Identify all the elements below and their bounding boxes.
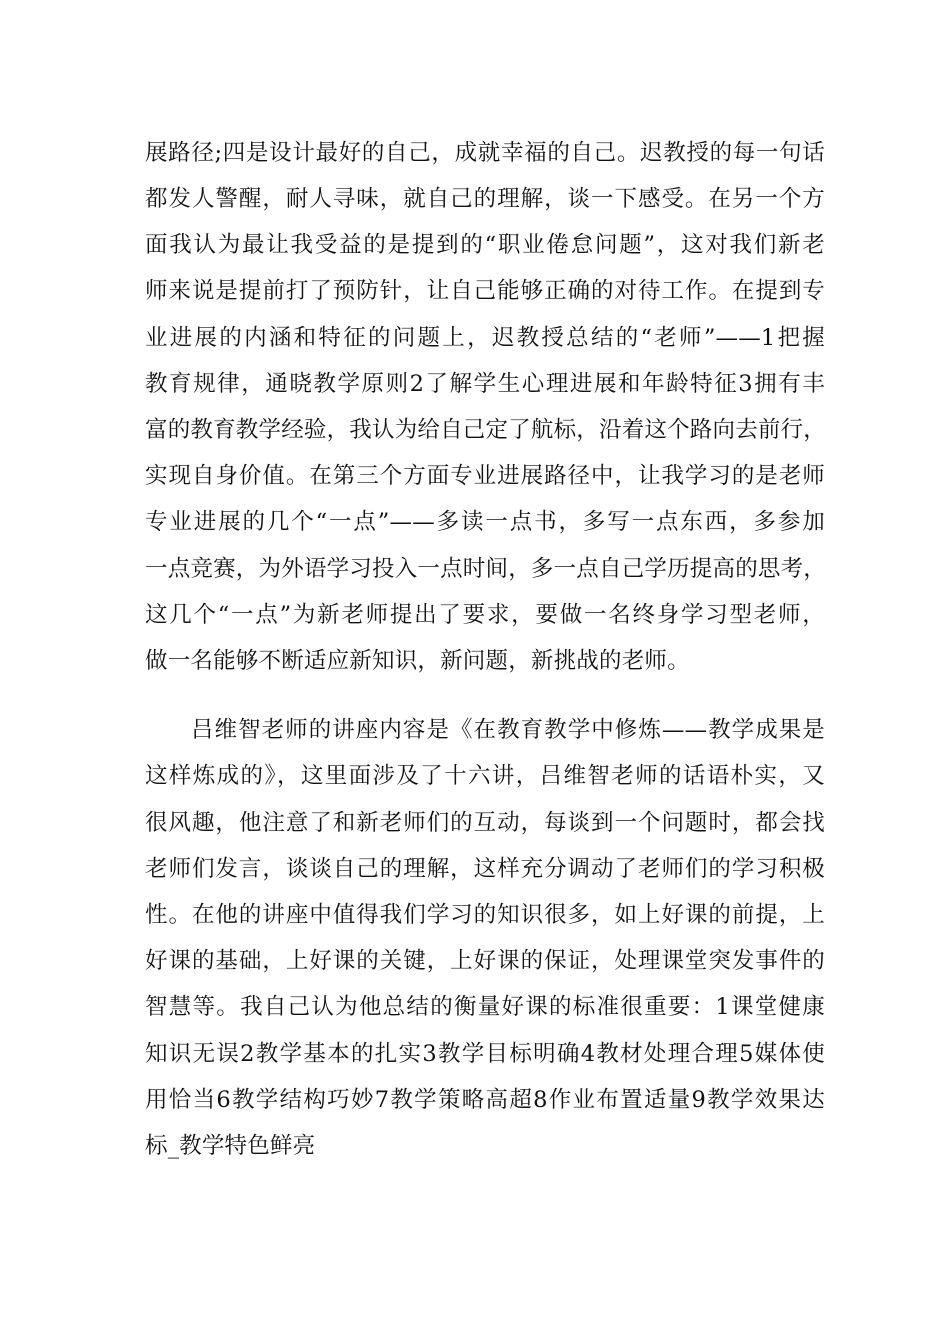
text-line: 用恰当6教学结构巧妙7教学策略高超8作业布置适量9教学效果达 — [145, 1087, 825, 1113]
text-line: 知识无误2教学基本的扎实3教学目标明确4教材处理合理5媒体使 — [145, 1041, 825, 1067]
text-line: 一点竞赛，为外语学习投入一点时间，多一点自己学历提高的思考， — [145, 556, 827, 582]
text-line: 老师们发言，谈谈自己的理解，这样充分调动了老师们的学习积极 — [145, 856, 825, 882]
text-line: 这样炼成的》，这里面涉及了十六讲，吕维智老师的话语朴实，又 — [145, 763, 825, 789]
text-line: 师来说是提前打了预防针，让自己能够正确的对待工作。在提到专 — [145, 278, 825, 304]
text-line: 标_教学特色鲜亮 — [145, 1133, 316, 1159]
text-line: 富的教育教学经验，我认为给自己定了航标，沿着这个路向去前行， — [145, 417, 827, 443]
paragraph-first-line: 吕维智老师的讲座内容是《在教育教学中修炼——教学成果是 — [191, 717, 825, 743]
text-line: 面我认为最让我受益的是提到的“职业倦怠问题”，这对我们新老 — [145, 232, 825, 258]
text-line: 很风趣，他注意了和新老师们的互动，每谈到一个问题时，都会找 — [145, 810, 825, 836]
text-line: 专业进展的几个“一点”——多读一点书，多写一点东西，多参加 — [145, 509, 825, 535]
text-line: 都发人警醒，耐人寻味，就自己的理解，谈一下感受。在另一个方 — [145, 186, 825, 212]
text-line: 做一名能够不断适应新知识，新问题，新挑战的老师。 — [145, 648, 690, 674]
text-line: 展路径;四是设计最好的自己，成就幸福的自己。迟教授的每一句话 — [145, 140, 825, 166]
text-line: 智慧等。我自己认为他总结的衡量好课的标准很重要：1课堂健康 — [145, 994, 825, 1020]
text-line: 实现自身价值。在第三个方面专业进展路径中，让我学习的是老师 — [145, 463, 825, 489]
text-line: 好课的基础，上好课的关键，上好课的保证，处理课堂突发事件的 — [145, 948, 825, 974]
text-line: 这几个“一点”为新老师提出了要求，要做一名终身学习型老师， — [145, 602, 825, 628]
text-line: 业进展的内涵和特征的问题上，迟教授总结的“老师”——1把握 — [145, 325, 825, 351]
text-line: 教育规律，通晓教学原则2了解学生心理进展和年龄特征3拥有丰 — [145, 371, 825, 397]
text-line: 性。在他的讲座中值得我们学习的知识很多，如上好课的前提，上 — [145, 902, 825, 928]
